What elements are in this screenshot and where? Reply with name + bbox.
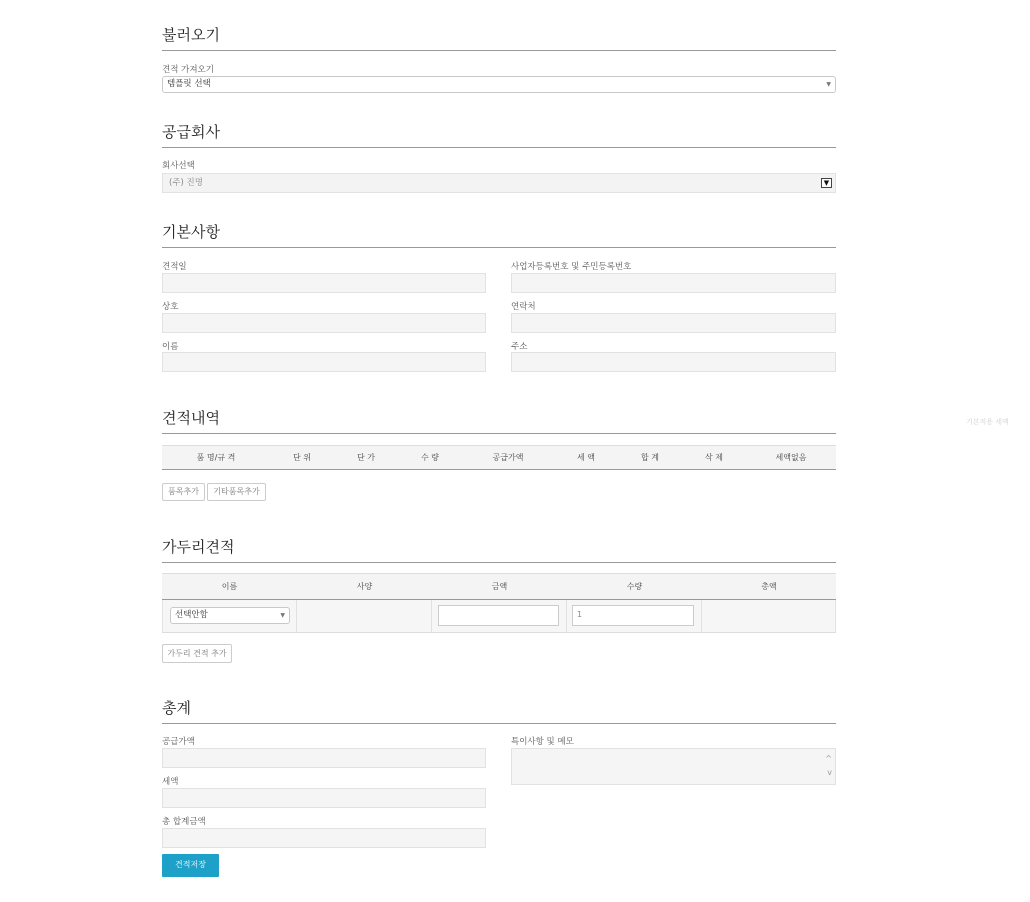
door-cell-total	[702, 600, 836, 632]
col-door-name: 이름	[221, 582, 238, 591]
door-cell-qty	[567, 600, 702, 632]
col-price: 단 가	[357, 453, 375, 462]
door-name-select[interactable]	[170, 607, 290, 624]
field-label-supply: 공급가액	[162, 737, 195, 747]
company-field[interactable]	[162, 313, 486, 333]
supplier-select-value: (주) 진명	[169, 178, 203, 188]
col-supply: 공급가액	[492, 453, 524, 462]
items-table-header	[162, 445, 836, 470]
add-other-item-button[interactable]: 기타품목추가	[207, 483, 266, 501]
name-field[interactable]	[162, 352, 486, 372]
date-field[interactable]	[162, 273, 486, 293]
field-label-address: 주소	[511, 342, 528, 352]
door-table-header	[162, 573, 836, 600]
memo-textarea[interactable]	[511, 748, 836, 785]
section-title-load: 불러오기	[162, 26, 836, 51]
add-item-button[interactable]: 품목추가	[162, 483, 205, 501]
supplier-select[interactable]	[162, 173, 836, 193]
tax-total-field[interactable]	[162, 788, 486, 808]
section-title-total: 총계	[162, 699, 836, 724]
col-tax: 세 액	[577, 453, 595, 462]
load-label: 견적 가져오기	[162, 65, 214, 75]
template-select-value: 템플릿 선택	[167, 79, 211, 89]
door-name-select-value: 선택안함	[175, 610, 208, 620]
section-title-basic: 기본사항	[162, 223, 836, 248]
door-cell-name	[162, 600, 297, 632]
chevron-down-icon: ▼	[280, 612, 285, 619]
col-door-qty: 수량	[626, 582, 643, 591]
col-delete: 삭 제	[705, 453, 723, 462]
chevron-up-icon: ^	[825, 754, 832, 763]
grand-total-field[interactable]	[162, 828, 486, 848]
supply-total-field[interactable]	[162, 748, 486, 768]
section-title-door: 가두리견적	[162, 538, 836, 563]
supplier-label: 회사선택	[162, 161, 195, 171]
section-title-supplier: 공급회사	[162, 123, 836, 148]
field-label-tax: 세액	[162, 777, 179, 787]
door-qty-input[interactable]: 1	[572, 605, 694, 626]
contact-field[interactable]	[511, 313, 836, 333]
memo-label: 특이사항 및 메모	[511, 737, 574, 747]
bizno-field[interactable]	[511, 273, 836, 293]
col-item: 품 명/규 격	[196, 453, 236, 462]
col-door-spec: 사양	[356, 582, 373, 591]
col-door-amount: 금액	[491, 582, 508, 591]
chevron-down-icon: ▼	[826, 81, 831, 88]
address-field[interactable]	[511, 352, 836, 372]
col-sum: 합 계	[641, 453, 659, 462]
col-notax: 세액없음	[775, 453, 807, 462]
field-label-grand: 총 합계금액	[162, 817, 206, 827]
chevron-down-icon: ▼	[821, 178, 832, 188]
col-qty: 수 량	[421, 453, 439, 462]
chevron-down-icon: v	[827, 768, 832, 777]
field-label-date: 견적일	[162, 262, 187, 272]
save-estimate-button[interactable]: 견적저장	[162, 854, 219, 877]
field-label-name: 이름	[162, 342, 179, 352]
add-door-button[interactable]: 가두리 견적 추가	[162, 644, 232, 663]
door-table-row	[162, 600, 836, 633]
template-select[interactable]	[162, 76, 836, 93]
door-amount-input[interactable]	[438, 605, 559, 626]
field-label-company: 상호	[162, 302, 179, 312]
watermark-text: 기본적용 세액	[966, 418, 1009, 426]
section-title-items: 견적내역	[162, 409, 836, 434]
field-label-bizno: 사업자등록번호 및 주민등록번호	[511, 262, 632, 272]
col-door-total: 총액	[761, 582, 777, 591]
door-cell-spec	[297, 600, 432, 632]
field-label-contact: 연락처	[511, 302, 536, 312]
col-unit: 단 위	[293, 453, 311, 462]
door-cell-amount	[432, 600, 567, 632]
